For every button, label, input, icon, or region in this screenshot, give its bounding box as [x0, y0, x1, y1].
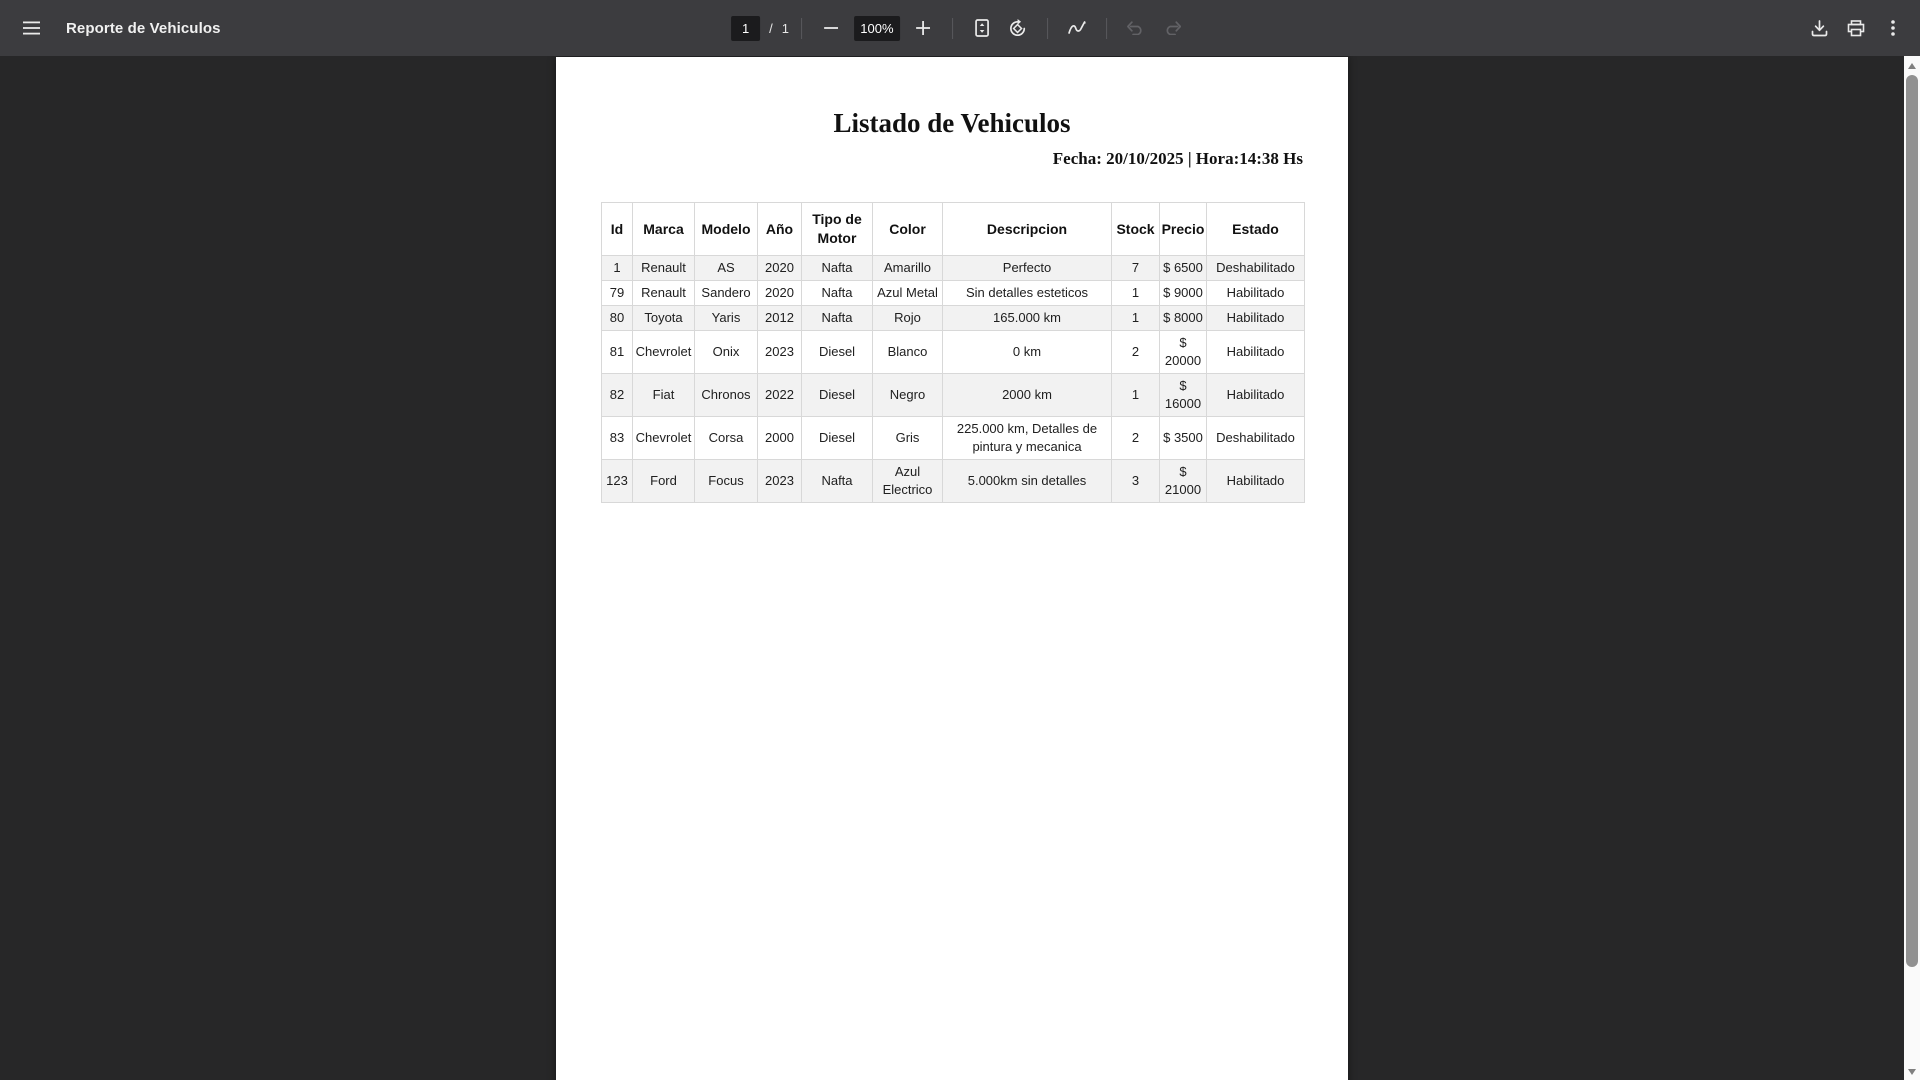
toolbar-left-section	[0, 11, 221, 45]
toolbar-divider	[801, 18, 802, 39]
table-cell: 2	[1112, 331, 1160, 374]
table-cell: 2000 km	[943, 374, 1112, 417]
table-row	[602, 256, 1305, 281]
table-row	[602, 460, 1305, 503]
table-cell: Diesel	[802, 374, 873, 417]
table-cell: 81	[602, 331, 633, 374]
vertical-scrollbar[interactable]	[1904, 56, 1920, 1080]
vehicle-table	[601, 202, 1305, 503]
table-cell: Yaris	[695, 306, 758, 331]
table-cell: Amarillo	[873, 256, 943, 281]
table-cell: Ford	[633, 460, 695, 503]
table-cell: 2020	[758, 256, 802, 281]
more-vert-icon	[1891, 20, 1895, 36]
table-header-cell: Estado	[1207, 203, 1305, 256]
table-cell: Chevrolet	[633, 331, 695, 374]
table-cell: Deshabilitado	[1207, 256, 1305, 281]
table-cell: 2020	[758, 281, 802, 306]
table-header-cell: Modelo	[695, 203, 758, 256]
table-cell: 3	[1112, 460, 1160, 503]
menu-button[interactable]	[14, 11, 48, 45]
table-cell: $ 20000	[1160, 331, 1207, 374]
print-icon	[1847, 20, 1865, 37]
table-header-cell: Color	[873, 203, 943, 256]
toolbar-divider	[1106, 18, 1107, 39]
table-cell: 2	[1112, 417, 1160, 460]
print-button[interactable]	[1839, 11, 1873, 45]
table-cell: Chronos	[695, 374, 758, 417]
table-cell: Perfecto	[943, 256, 1112, 281]
table-cell: Azul Electrico	[873, 460, 943, 503]
toolbar-divider	[1047, 18, 1048, 39]
report-date-time: Fecha: 20/10/2025 | Hora:14:38 Hs	[1052, 149, 1303, 168]
table-cell: 0 km	[943, 331, 1112, 374]
table-header-cell: Marca	[633, 203, 695, 256]
fit-page-button[interactable]	[965, 11, 999, 45]
table-cell: AS	[695, 256, 758, 281]
scrollbar-thumb[interactable]	[1906, 75, 1918, 967]
table-cell: 123	[602, 460, 633, 503]
zoom-out-button[interactable]	[814, 11, 848, 45]
rotate-button[interactable]	[1001, 11, 1035, 45]
table-cell: Nafta	[802, 281, 873, 306]
table-body	[602, 256, 1305, 503]
table-cell: 1	[602, 256, 633, 281]
scroll-down-arrow-icon[interactable]	[1908, 1069, 1916, 1075]
table-cell: Habilitado	[1207, 460, 1305, 503]
table-cell: Renault	[633, 256, 695, 281]
table-cell: 2023	[758, 460, 802, 503]
report-title: Listado de Vehiculos	[833, 108, 1071, 138]
table-cell: 225.000 km, Detalles de pintura y mecanica	[943, 417, 1112, 460]
undo-button[interactable]	[1119, 11, 1153, 45]
more-options-button[interactable]	[1876, 11, 1910, 45]
table-cell: 2023	[758, 331, 802, 374]
fit-page-icon	[974, 19, 990, 37]
table-row	[602, 417, 1305, 460]
table-cell: $ 9000	[1160, 281, 1207, 306]
annotate-button[interactable]	[1060, 11, 1094, 45]
table-cell: Nafta	[802, 256, 873, 281]
table-cell: Sandero	[695, 281, 758, 306]
table-cell: Azul Metal	[873, 281, 943, 306]
table-cell: Fiat	[633, 374, 695, 417]
table-cell: Habilitado	[1207, 374, 1305, 417]
table-cell: Blanco	[873, 331, 943, 374]
table-header-cell: Stock	[1112, 203, 1160, 256]
zoom-in-icon	[916, 21, 930, 35]
table-cell: Chevrolet	[633, 417, 695, 460]
table-cell: Onix	[695, 331, 758, 374]
table-cell: $ 3500	[1160, 417, 1207, 460]
table-cell: Habilitado	[1207, 306, 1305, 331]
table-cell: Negro	[873, 374, 943, 417]
table-cell: 80	[602, 306, 633, 331]
zoom-out-icon	[824, 21, 838, 35]
table-header-cell: Descripcion	[943, 203, 1112, 256]
table-cell: Focus	[695, 460, 758, 503]
table-cell: $ 6500	[1160, 256, 1207, 281]
redo-icon	[1163, 21, 1181, 35]
table-cell: Corsa	[695, 417, 758, 460]
table-cell: Habilitado	[1207, 331, 1305, 374]
toolbar-center-section	[731, 0, 1189, 56]
table-cell: Diesel	[802, 331, 873, 374]
table-header-cell: Id	[602, 203, 633, 256]
table-cell: Toyota	[633, 306, 695, 331]
table-cell: Renault	[633, 281, 695, 306]
document-title: Reporte de Vehiculos	[66, 19, 221, 37]
table-header-cell: Año	[758, 203, 802, 256]
table-cell: 1	[1112, 306, 1160, 331]
rotate-icon	[1008, 19, 1027, 38]
table-header-cell: Tipo de Motor	[802, 203, 873, 256]
pdf-page	[556, 57, 1348, 1080]
table-cell: 2012	[758, 306, 802, 331]
table-cell: 82	[602, 374, 633, 417]
table-cell: 165.000 km	[943, 306, 1112, 331]
table-row	[602, 306, 1305, 331]
table-cell: Deshabilitado	[1207, 417, 1305, 460]
table-cell: Diesel	[802, 417, 873, 460]
table-cell: Nafta	[802, 460, 873, 503]
table-cell: Rojo	[873, 306, 943, 331]
menu-icon	[23, 21, 40, 35]
table-cell: 1	[1112, 281, 1160, 306]
table-cell: 2000	[758, 417, 802, 460]
table-cell: Nafta	[802, 306, 873, 331]
page-separator: /	[769, 20, 773, 36]
annotate-icon	[1067, 20, 1087, 36]
page-number-input[interactable]	[731, 16, 760, 41]
zoom-in-button[interactable]	[906, 11, 940, 45]
scroll-up-arrow-icon[interactable]	[1908, 63, 1916, 69]
table-cell: $ 21000	[1160, 460, 1207, 503]
download-button[interactable]	[1802, 11, 1836, 45]
redo-button[interactable]	[1155, 11, 1189, 45]
table-cell: $ 8000	[1160, 306, 1207, 331]
pdf-viewer-toolbar	[0, 0, 1920, 56]
table-header-cell: Precio	[1160, 203, 1207, 256]
table-cell: Habilitado	[1207, 281, 1305, 306]
table-cell: 5.000km sin detalles	[943, 460, 1112, 503]
table-row	[602, 331, 1305, 374]
undo-icon	[1127, 21, 1145, 35]
table-cell: Sin detalles esteticos	[943, 281, 1112, 306]
table-cell: 2022	[758, 374, 802, 417]
zoom-level-display[interactable]: 100%	[854, 16, 900, 41]
pdf-content-area	[0, 56, 1920, 1080]
table-cell: 79	[602, 281, 633, 306]
table-header-row	[602, 203, 1305, 256]
toolbar-right-section	[1802, 0, 1910, 56]
table-cell: 7	[1112, 256, 1160, 281]
table-cell: Gris	[873, 417, 943, 460]
table-cell: 83	[602, 417, 633, 460]
table-row	[602, 374, 1305, 417]
table-cell: 1	[1112, 374, 1160, 417]
toolbar-divider	[952, 18, 953, 39]
page-total: 1	[781, 20, 789, 36]
table-cell: $ 16000	[1160, 374, 1207, 417]
table-row	[602, 281, 1305, 306]
download-icon	[1811, 20, 1828, 37]
